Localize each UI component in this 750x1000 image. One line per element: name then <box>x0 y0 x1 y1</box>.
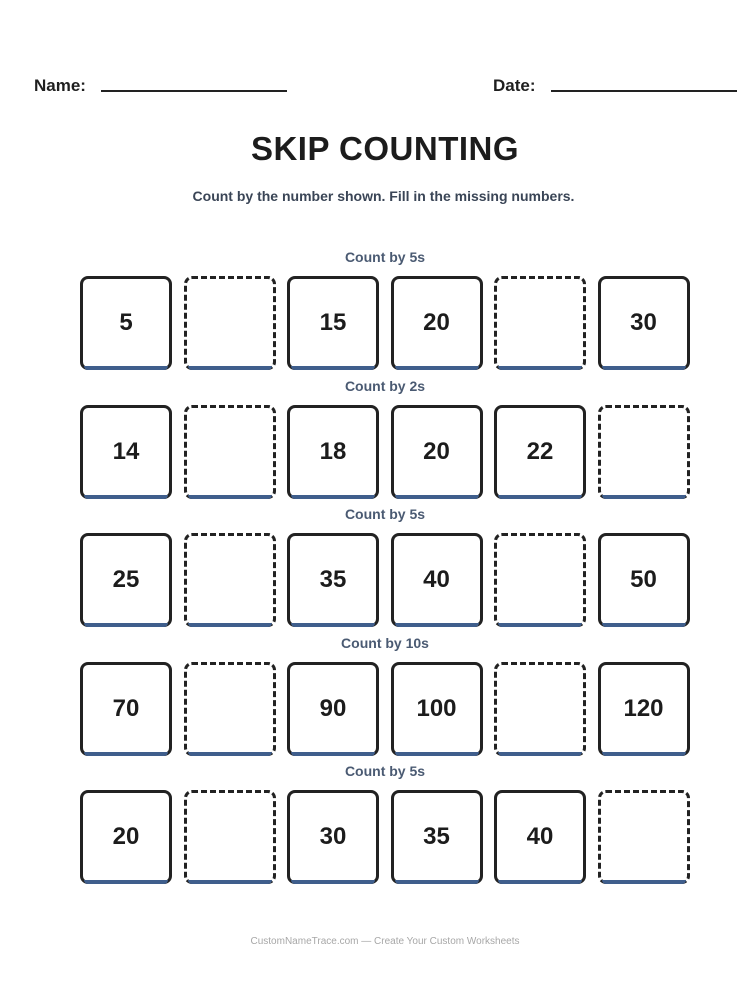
box-underline <box>188 752 272 756</box>
box-underline <box>602 495 686 499</box>
box-underline <box>602 752 686 756</box>
box-underline <box>84 623 168 627</box>
given-number-box <box>80 790 172 884</box>
missing-number-box[interactable] <box>184 276 276 370</box>
row-label: Count by 2s <box>344 377 426 394</box>
date-label: Date: <box>493 76 536 95</box>
missing-number-box[interactable] <box>598 405 690 499</box>
given-number-box <box>391 533 483 627</box>
given-number-box <box>494 790 586 884</box>
given-number-box <box>287 790 379 884</box>
instructions: Count by the number shown. Fill in the missing numbers. <box>192 188 575 204</box>
number-text: 25 <box>112 566 140 593</box>
number-text: 18 <box>319 437 347 465</box>
box-underline <box>291 366 375 370</box>
missing-number-box[interactable] <box>184 405 276 499</box>
given-number-box <box>287 533 379 627</box>
sequence-row <box>0 506 750 635</box>
missing-number-box[interactable] <box>494 662 586 756</box>
box-underline <box>84 495 168 499</box>
number-text: 30 <box>319 823 347 850</box>
given-number-box <box>391 790 483 884</box>
sequence-row <box>0 635 750 764</box>
number-text: 5 <box>119 309 133 336</box>
given-number-box <box>598 533 690 627</box>
box-underline <box>395 880 479 884</box>
number-text: 50 <box>630 566 657 593</box>
number-text: 22 <box>526 437 554 465</box>
box-underline <box>498 752 582 756</box>
given-number-box <box>391 662 483 756</box>
box-underline <box>84 366 168 370</box>
missing-number-box[interactable] <box>494 276 586 370</box>
box-underline <box>602 366 686 370</box>
name-field-line[interactable] <box>101 90 287 92</box>
page-title: SKIP COUNTING <box>250 130 520 167</box>
number-text: 14 <box>112 437 140 465</box>
given-number-box <box>80 533 172 627</box>
given-number-box <box>598 662 690 756</box>
box-underline <box>602 623 686 627</box>
number-boxes <box>80 790 692 884</box>
box-underline <box>498 880 582 884</box>
number-boxes <box>80 276 692 370</box>
number-text: 40 <box>526 823 554 850</box>
box-underline <box>188 495 272 499</box>
number-text: 15 <box>319 309 347 336</box>
box-underline <box>498 623 582 627</box>
number-boxes <box>80 405 692 499</box>
given-number-box <box>287 276 379 370</box>
sequence-row <box>0 763 750 892</box>
box-underline <box>291 880 375 884</box>
given-number-box <box>80 405 172 499</box>
box-underline <box>602 880 686 884</box>
date-field-line[interactable] <box>551 90 737 92</box>
number-text: 90 <box>319 694 347 722</box>
box-underline <box>395 366 479 370</box>
missing-number-box[interactable] <box>598 790 690 884</box>
missing-number-box[interactable] <box>184 790 276 884</box>
number-text: 120 <box>623 694 664 722</box>
number-boxes <box>80 662 692 756</box>
number-text: 35 <box>423 823 450 850</box>
box-underline <box>395 623 479 627</box>
number-text: 20 <box>112 823 140 850</box>
number-boxes <box>80 533 692 627</box>
missing-number-box[interactable] <box>184 662 276 756</box>
number-text: 70 <box>112 694 140 722</box>
box-underline <box>291 623 375 627</box>
given-number-box <box>80 662 172 756</box>
row-label: Count by 5s <box>344 763 426 779</box>
row-label: Count by 10s <box>341 634 429 651</box>
skip-count-rows <box>0 249 750 892</box>
footer-credit: CustomNameTrace.com — Create Your Custom Worksheets <box>250 936 520 947</box>
number-text: 100 <box>416 694 457 722</box>
sequence-row <box>0 378 750 507</box>
box-underline <box>291 752 375 756</box>
given-number-box <box>391 405 483 499</box>
box-underline <box>84 752 168 756</box>
number-text: 35 <box>319 566 347 593</box>
given-number-box <box>494 405 586 499</box>
box-underline <box>498 366 582 370</box>
given-number-box <box>391 276 483 370</box>
number-text: 40 <box>423 566 450 593</box>
name-label: Name: <box>34 76 86 95</box>
box-underline <box>188 623 272 627</box>
row-label: Count by 5s <box>344 506 426 522</box>
row-label: Count by 5s <box>344 249 426 265</box>
sequence-row <box>0 249 750 378</box>
box-underline <box>395 495 479 499</box>
number-text: 30 <box>630 309 657 336</box>
box-underline <box>188 366 272 370</box>
missing-number-box[interactable] <box>184 533 276 627</box>
box-underline <box>84 880 168 884</box>
box-underline <box>498 495 582 499</box>
missing-number-box[interactable] <box>494 533 586 627</box>
given-number-box <box>598 276 690 370</box>
given-number-box <box>287 405 379 499</box>
given-number-box <box>287 662 379 756</box>
number-text: 20 <box>423 309 450 336</box>
box-underline <box>395 752 479 756</box>
box-underline <box>188 880 272 884</box>
given-number-box <box>80 276 172 370</box>
number-text: 20 <box>423 437 450 465</box>
box-underline <box>291 495 375 499</box>
